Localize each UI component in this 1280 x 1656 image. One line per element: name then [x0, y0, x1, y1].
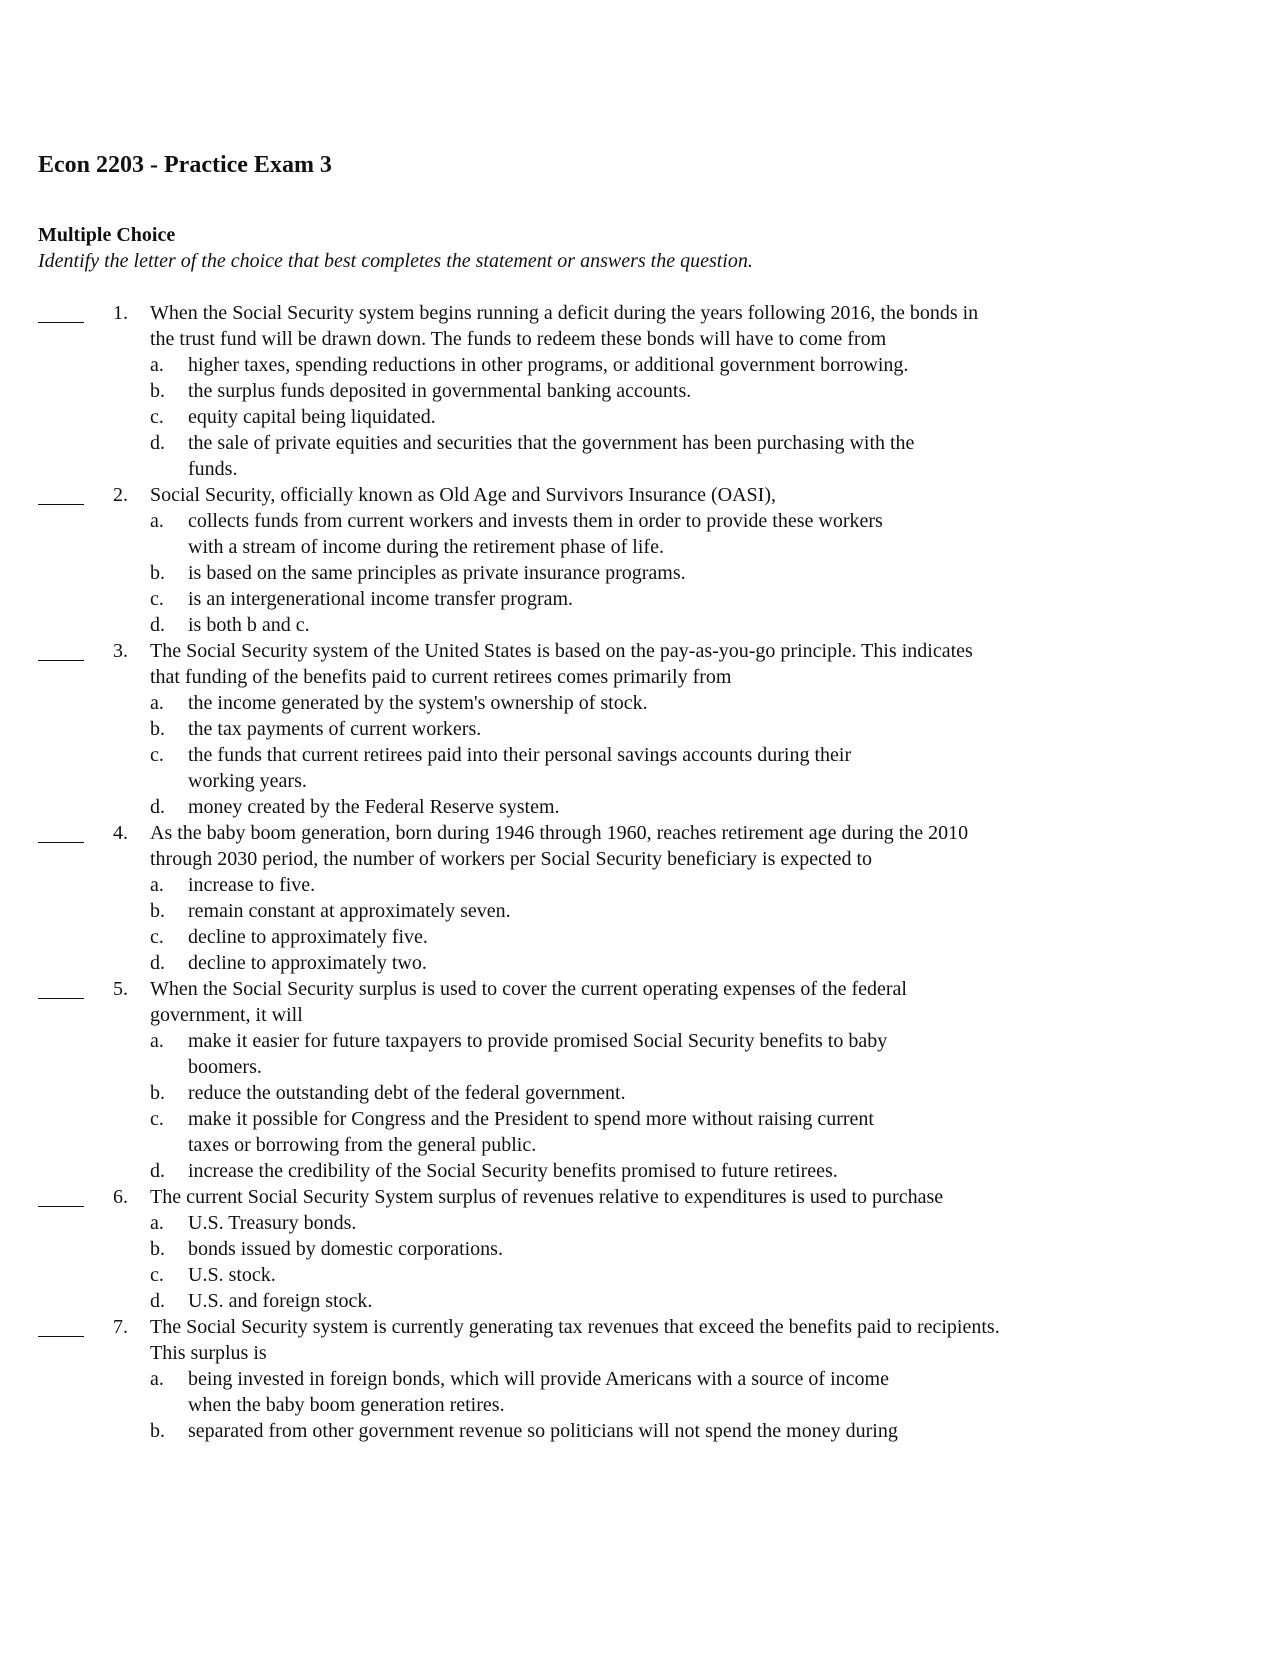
question-7 [0, 1314, 1280, 1444]
choice-text [188, 1236, 1280, 1262]
choice-letter: b. [150, 1420, 165, 1442]
choice-text-line: the surplus funds deposited in governmental banking accounts. [188, 380, 692, 402]
answer-blank-line [38, 322, 84, 323]
choice-letter: a. [150, 354, 164, 376]
choice-text-line: is based on the same principles as private insurance programs. [188, 562, 686, 584]
choice-text [188, 352, 1280, 378]
answer-blank[interactable] [38, 976, 84, 1002]
question-4 [0, 820, 1280, 976]
choice-letter: d. [150, 796, 165, 818]
answer-blank[interactable] [38, 1314, 84, 1340]
question-text [150, 976, 1130, 1028]
question-1 [0, 300, 1280, 482]
choice-letter: b. [150, 380, 165, 402]
question-text-line: When the Social Security surplus is used to cover the current operating expenses of the federal [150, 978, 907, 1000]
choice-letter: a. [150, 1212, 164, 1234]
choice-text [188, 1288, 1280, 1314]
question-text-line: the trust fund will be drawn down. The funds to redeem these bonds will have to come from [150, 328, 887, 350]
choice-text [188, 1080, 1280, 1106]
question-number: 6. [113, 1186, 128, 1208]
question-text-line: When the Social Security system begins running a deficit during the years following 2016, the bonds in [150, 302, 979, 324]
question-text-line: This surplus is [150, 1342, 267, 1364]
answer-choice [150, 352, 1280, 378]
choice-text-line: make it easier for future taxpayers to provide promised Social Security benefits to baby [188, 1030, 888, 1052]
answer-blank[interactable] [38, 482, 84, 508]
choice-letter: d. [150, 1160, 165, 1182]
answer-choice [150, 1106, 1280, 1158]
answer-blank-line [38, 504, 84, 505]
section-title: Multiple Choice [38, 224, 176, 246]
choice-text [188, 1158, 1280, 1184]
answer-blank[interactable] [38, 638, 84, 664]
choice-text [188, 794, 1280, 820]
answer-choice [150, 1210, 1280, 1236]
answer-choice [150, 742, 1280, 794]
choice-text [188, 586, 1280, 612]
choice-text-line: separated from other government revenue so politicians will not spend the money during [188, 1420, 898, 1442]
choice-text [188, 1418, 1280, 1444]
choice-text-line: money created by the Federal Reserve system. [188, 796, 560, 818]
choice-text [188, 950, 1280, 976]
question-text-line: government, it will [150, 1004, 303, 1026]
choice-text [188, 872, 1280, 898]
choice-letter: d. [150, 1290, 165, 1312]
question-text [150, 482, 1130, 508]
question-number: 5. [113, 978, 128, 1000]
choice-letter: c. [150, 744, 164, 766]
choice-letter: d. [150, 432, 165, 454]
question-6 [0, 1184, 1280, 1314]
choice-letter: b. [150, 1238, 165, 1260]
answer-choice [150, 690, 1280, 716]
choice-letter: a. [150, 1368, 164, 1390]
answer-choice [150, 404, 1280, 430]
choice-letter: b. [150, 900, 165, 922]
choice-letter: c. [150, 926, 164, 948]
question-number: 7. [113, 1316, 128, 1338]
choice-text [188, 690, 1280, 716]
answer-choice [150, 716, 1280, 742]
answer-choice [150, 924, 1280, 950]
choice-text [188, 1106, 1280, 1158]
choice-text-line: the tax payments of current workers. [188, 718, 482, 740]
choice-text [188, 716, 1280, 742]
answer-choice [150, 1366, 1280, 1418]
answer-choice [150, 612, 1280, 638]
choice-text-line: the sale of private equities and securities that the government has been purchasing with the [188, 432, 915, 454]
answer-choice [150, 1028, 1280, 1080]
choice-letter: d. [150, 952, 165, 974]
answer-blank-line [38, 842, 84, 843]
choice-text-line: working years. [188, 770, 307, 792]
choice-text [188, 378, 1280, 404]
choice-letter: a. [150, 1030, 164, 1052]
question-text-line: The Social Security system is currently generating tax revenues that exceed the benefits paid to recipients. [150, 1316, 1000, 1338]
choice-text-line: U.S. Treasury bonds. [188, 1212, 357, 1234]
answer-choice [150, 430, 1280, 482]
question-number: 2. [113, 484, 128, 506]
choice-text-line: U.S. and foreign stock. [188, 1290, 373, 1312]
choice-text-line: increase the credibility of the Social Security benefits promised to future retirees. [188, 1160, 838, 1182]
answer-choice [150, 872, 1280, 898]
choice-text-line: collects funds from current workers and invests them in order to provide these workers [188, 510, 883, 532]
choice-text-line: the income generated by the system's ownership of stock. [188, 692, 648, 714]
question-text-line: The current Social Security System surplus of revenues relative to expenditures is used to purchase [150, 1186, 944, 1208]
choice-text-line: remain constant at approximately seven. [188, 900, 511, 922]
instructions: Identify the letter of the choice that best completes the statement or answers the question. [38, 250, 753, 272]
choice-text-line: being invested in foreign bonds, which will provide Americans with a source of income [188, 1368, 889, 1390]
choice-text [188, 1028, 1280, 1080]
question-number: 3. [113, 640, 128, 662]
question-list [0, 300, 1280, 1444]
answer-choice [150, 898, 1280, 924]
choice-text-line: increase to five. [188, 874, 316, 896]
choice-text [188, 742, 1280, 794]
answer-blank-line [38, 998, 84, 999]
choice-text [188, 1262, 1280, 1288]
answer-blank[interactable] [38, 1184, 84, 1210]
answer-choice [150, 950, 1280, 976]
choice-text-line: funds. [188, 458, 238, 480]
choice-letter: c. [150, 1264, 164, 1286]
question-text-line: through 2030 period, the number of workers per Social Security beneficiary is expected to [150, 848, 873, 870]
choice-letter: c. [150, 1108, 164, 1130]
answer-choice [150, 1158, 1280, 1184]
question-text-line: The Social Security system of the United States is based on the pay-as-you-go principle. This indicates [150, 640, 973, 662]
choice-letter: a. [150, 510, 164, 532]
choice-text-line: equity capital being liquidated. [188, 406, 436, 428]
answer-blank[interactable] [38, 820, 84, 846]
choice-text-line: higher taxes, spending reductions in other programs, or additional government borrowing. [188, 354, 909, 376]
choice-letter: b. [150, 1082, 165, 1104]
choice-text-line: reduce the outstanding debt of the federal government. [188, 1082, 626, 1104]
choice-letter: b. [150, 562, 165, 584]
choice-text-line: U.S. stock. [188, 1264, 276, 1286]
question-text-line: Social Security, officially known as Old Age and Survivors Insurance (OASI), [150, 484, 776, 506]
answer-choice [150, 1262, 1280, 1288]
question-3 [0, 638, 1280, 820]
question-2 [0, 482, 1280, 638]
choice-text [188, 612, 1280, 638]
choice-letter: a. [150, 692, 164, 714]
choice-text-line: taxes or borrowing from the general public. [188, 1134, 537, 1156]
question-number: 1. [113, 302, 128, 324]
answer-blank-line [38, 1336, 84, 1337]
question-text [150, 300, 1130, 352]
choice-text [188, 1366, 1280, 1418]
choice-text-line: is both b and c. [188, 614, 310, 636]
question-text [150, 820, 1130, 872]
choice-text-line: is an intergenerational income transfer program. [188, 588, 574, 610]
question-text-line: that funding of the benefits paid to current retirees comes primarily from [150, 666, 732, 688]
answer-choice [150, 1080, 1280, 1106]
answer-choice [150, 1288, 1280, 1314]
question-text [150, 1314, 1130, 1366]
choice-text [188, 508, 1280, 560]
answer-choice [150, 794, 1280, 820]
answer-blank-line [38, 660, 84, 661]
choice-text-line: with a stream of income during the retirement phase of life. [188, 536, 664, 558]
choice-text-line: the funds that current retirees paid into their personal savings accounts during their [188, 744, 852, 766]
answer-blank[interactable] [38, 300, 84, 326]
answer-choice [150, 508, 1280, 560]
choice-letter: c. [150, 588, 164, 610]
question-number: 4. [113, 822, 128, 844]
exam-title: Econ 2203 - Practice Exam 3 [38, 152, 332, 178]
question-5 [0, 976, 1280, 1184]
choice-letter: b. [150, 718, 165, 740]
choice-text [188, 404, 1280, 430]
answer-choice [150, 560, 1280, 586]
choice-text [188, 430, 1280, 482]
choice-text [188, 1210, 1280, 1236]
choice-text-line: decline to approximately five. [188, 926, 428, 948]
choice-text-line: decline to approximately two. [188, 952, 427, 974]
choice-letter: d. [150, 614, 165, 636]
question-text [150, 638, 1130, 690]
choice-text-line: when the baby boom generation retires. [188, 1394, 505, 1416]
answer-choice [150, 378, 1280, 404]
choice-text-line: boomers. [188, 1056, 262, 1078]
question-text-line: As the baby boom generation, born during 1946 through 1960, reaches retirement age during the 2010 [150, 822, 969, 844]
choice-text [188, 898, 1280, 924]
question-text [150, 1184, 1130, 1210]
choice-text-line: bonds issued by domestic corporations. [188, 1238, 503, 1260]
answer-choice [150, 586, 1280, 612]
choice-text-line: make it possible for Congress and the President to spend more without raising current [188, 1108, 874, 1130]
answer-choice [150, 1418, 1280, 1444]
choice-letter: a. [150, 874, 164, 896]
choice-text [188, 560, 1280, 586]
answer-choice [150, 1236, 1280, 1262]
choice-letter: c. [150, 406, 164, 428]
choice-text [188, 924, 1280, 950]
answer-blank-line [38, 1206, 84, 1207]
